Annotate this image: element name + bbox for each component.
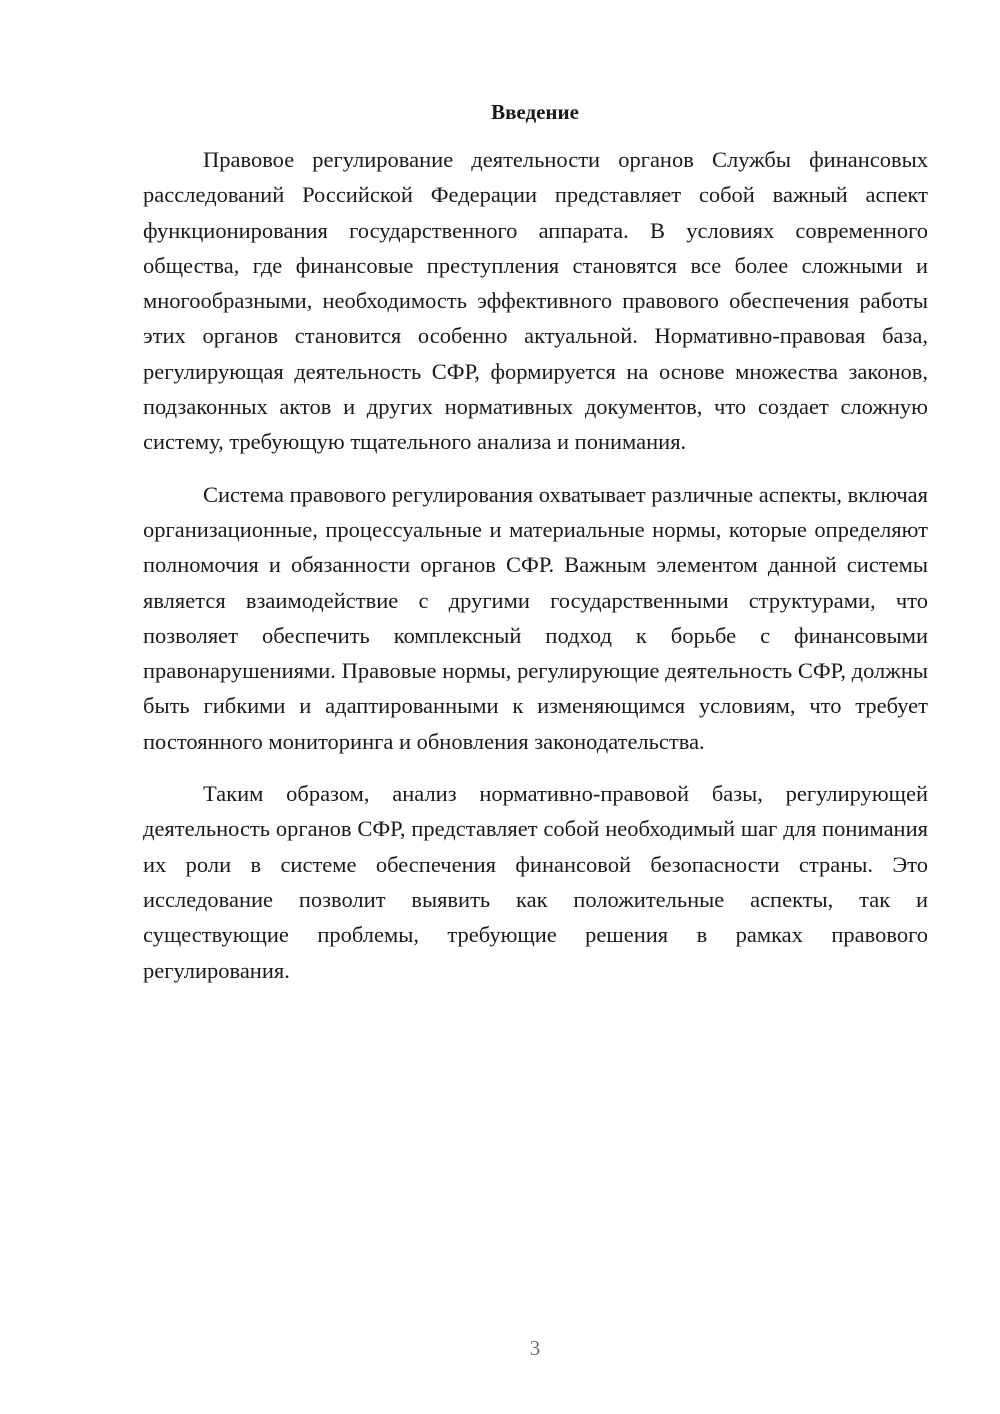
body-text (143, 142, 928, 988)
section-title: Введение (491, 100, 579, 124)
paragraph-1: Правовое регулирование деятельности органов Службы финансовых расследований Российской Федерации представляет собой важный аспект функционирования государственного аппарата. В условиях современного общества, где финансовые преступления становятся все более сложными и многообразными, необходимость эффективного правового обеспечения работы этих органов становится особенно актуальной. Нормативно-правовая база, регулирующая деятельность СФР, формируется на основе множества законов, подзаконных актов и других нормативных документов, что создает сложную систему, требующую тщательного анализа и понимания. (143, 147, 928, 455)
paragraph-3: Таким образом, анализ нормативно-правовой базы, регулирующей деятельность органов СФР, представляет собой необходимый шаг для понимания их роли в системе обеспечения финансовой безопасности страны. Это исследование позволит выявить как положительные аспекты, так и существующие проблемы, требующие решения в рамках правового регулирования. (143, 781, 928, 983)
page-number: 3 (529, 1336, 541, 1360)
paragraph-2: Система правового регулирования охватывает различные аспекты, включая организационные, процессуальные и материальные нормы, которые определяют полномочия и обязанности органов СФР. Важным элементом данной системы является взаимодействие с другими государственными структурами, что позволяет обеспечить комплексный подход к борьбе с финансовыми правонарушениями. Правовые нормы, регулирующие деятельность СФР, должны быть гибкими и адаптированными к изменяющимся условиям, что требует постоянного мониторинга и обновления законодательства. (143, 481, 928, 754)
